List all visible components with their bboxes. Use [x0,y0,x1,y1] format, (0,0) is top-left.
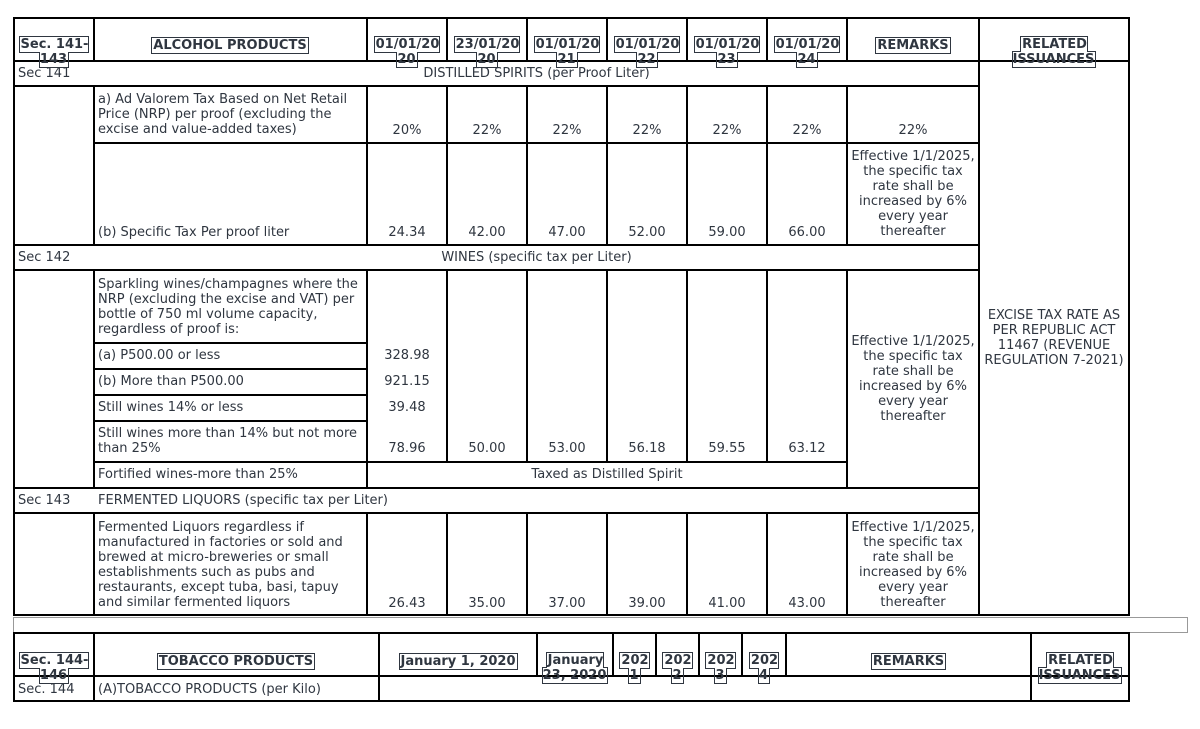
fortified-wines-value: Taxed as Distilled Spirit [531,467,683,482]
row-a-value-3: 22% [552,123,582,138]
sec-142-row-2-text: (b) More than P500.00 [98,374,244,389]
still-wines-value-5: 59.55 [708,441,746,456]
tobacco-date-1-text: January 1, 2020 [400,654,516,669]
row-b-value-5: 59.00 [708,225,746,240]
sec-141-row-b-text: (b) Specific Tax Per proof liter [98,225,290,240]
sec-142-row-3-value: 39.48 [388,400,426,415]
tobacco-year-2022-header [657,638,698,683]
sec-142-row-2-value: 921.15 [384,374,430,389]
alcohol-products-title: ALCOHOL PRODUCTS [153,38,307,53]
remarks-header-text: REMARKS [877,38,949,53]
date-header-3-text: 01/01/20 21 [535,37,600,67]
row-b-remark: Effective 1/1/2025, the specific tax rate shall be increased by 6% every year thereafter [851,149,975,239]
sec-143-label: Sec 143 [18,493,71,508]
sec-142-remark: Effective 1/1/2025, the specific tax rate shall be increased by 6% every year thereafter [851,334,975,424]
tobacco-year-2021-header [614,638,655,683]
date-header-4-text: 01/01/20 22 [615,37,680,67]
tobacco-date-2-header [538,638,612,683]
sec-144-146-header [16,638,92,683]
sec-142-row-1-value: 328.98 [384,348,430,363]
date-header-2-text: 23/01/20 20 [455,37,520,67]
sec-144-title: (A)TOBACCO PRODUCTS (per Kilo) [98,682,321,697]
tobacco-year-2021-text: 202 1 [621,653,649,683]
sec-143-remark: Effective 1/1/2025, the specific tax rate shall be increased by 6% every year thereafter [851,520,975,610]
sec-142-intro: Sparkling wines/champagnes where the NRP (excluding the excise and VAT) per bottle of 750 ml volume capacity, regardless of proof is: [98,277,358,337]
fortified-wines-text: Fortified wines-more than 25% [98,467,298,482]
tobacco-date-1-header [380,654,536,670]
tobacco-products-title: TOBACCO PRODUCTS [158,654,314,669]
row-a-value-6: 22% [792,123,822,138]
tobacco-year-2024-text: 202 4 [750,653,779,683]
date-header-6-text: 01/01/20 24 [775,37,840,67]
related-issuances-header-text: RELATED ISSUANCES [1012,37,1095,67]
sec-143-text: Fermented Liquors regardless if manufactured in factories or sold and brewed at micro-breweries or small establishments such as pubs and restaurants, except tuba, basi, tapuy and similar fermented liquors [98,520,343,610]
sec-143-value-6: 43.00 [788,596,826,611]
sec-142-label: Sec 142 [18,250,71,265]
row-b-value-3: 47.00 [548,225,586,240]
sec-141-title: DISTILLED SPIRITS (per Proof Liter) [423,66,650,81]
sec-143-value-1: 26.43 [388,596,426,611]
tobacco-related-text: RELATED ISSUANCES [1038,653,1121,683]
tobacco-year-2024-header [743,638,785,683]
sec-header-text: Sec. 141- 143 [20,37,89,67]
sec-142-row-3-text: Still wines 14% or less [98,400,244,415]
row-a-value-1: 20% [392,123,422,138]
row-b-value-2: 42.00 [468,225,506,240]
related-issuances-text: EXCISE TAX RATE AS PER REPUBLIC ACT 11467 (REVENUE REGULATION 7-2021) [984,308,1124,368]
sec-141-label: Sec 141 [18,66,71,81]
sec-142-title: WINES (specific tax per Liter) [441,250,632,265]
sec-141-row-a-text: a) Ad Valorem Tax Based on Net Retail Price (NRP) per proof (excluding the excise and value-added taxes) [98,92,348,137]
tobacco-remarks-text: REMARKS [872,654,945,669]
row-a-value-5: 22% [712,123,742,138]
sec-143-value-5: 41.00 [708,596,746,611]
still-wines-value-4: 56.18 [628,441,666,456]
sec-143-value-4: 39.00 [628,596,666,611]
tobacco-year-2023-header [700,638,741,683]
row-b-value-4: 52.00 [628,225,666,240]
tobacco-sec-header-text: Sec. 144- 146 [20,653,89,683]
still-wines-value-1: 78.96 [388,441,426,456]
sec-143-value-3: 37.00 [548,596,586,611]
tobacco-remarks-header [787,654,1030,670]
sec-144-label: Sec. 144 [18,682,75,697]
tobacco-year-2023-text: 202 3 [707,653,735,683]
still-wines-value-6: 63.12 [788,441,826,456]
tobacco-related-header [1032,638,1128,683]
sec-142-row-1-text: (a) P500.00 or less [98,348,221,363]
row-a-value-2: 22% [472,123,502,138]
tobacco-products-header [95,654,377,670]
row-b-value-6: 66.00 [788,225,826,240]
row-a-remark: 22% [898,123,928,138]
date-header-1-text: 01/01/20 20 [375,37,440,67]
row-a-value-4: 22% [632,123,662,138]
still-wines-more-text: Still wines more than 14% but not more than 25% [98,426,358,456]
still-wines-value-3: 53.00 [548,441,586,456]
row-b-value-1: 24.34 [388,225,426,240]
tobacco-year-2022-text: 202 2 [664,653,692,683]
sec-143-value-2: 35.00 [468,596,506,611]
sec-143-title: FERMENTED LIQUORS (specific tax per Liter) [98,493,388,508]
tobacco-date-2-text: January 23, 2020 [542,653,607,683]
date-header-5-text: 01/01/20 23 [695,37,760,67]
still-wines-value-2: 50.00 [468,441,506,456]
